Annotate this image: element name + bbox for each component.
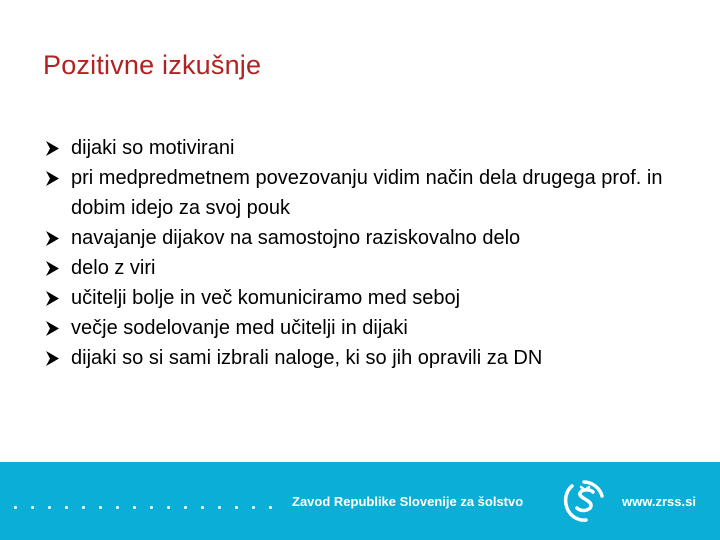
list-item — [45, 223, 685, 253]
arrowhead-bullet-icon — [45, 133, 63, 163]
list-item-text: večje sodelovanje med učitelji in dijaki — [71, 317, 408, 339]
zrss-logo-icon — [562, 478, 606, 524]
list-item — [45, 313, 685, 343]
list-item — [45, 283, 685, 313]
arrowhead-bullet-icon — [45, 253, 63, 283]
list-item-text: učitelji bolje in več komuniciramo med seboj — [71, 287, 461, 309]
list-item-text: navajanje dijakov na samostojno raziskovalno delo — [71, 227, 521, 249]
list-item-text: dijaki so motivirani — [71, 137, 235, 159]
list-item — [45, 163, 685, 223]
arrowhead-bullet-icon — [45, 283, 63, 313]
list-item — [45, 343, 685, 373]
bullet-list — [45, 133, 685, 373]
footer-organization: Zavod Republike Slovenije za šolstvo — [292, 494, 524, 509]
arrowhead-bullet-icon — [45, 223, 63, 253]
list-item — [45, 133, 685, 163]
arrowhead-bullet-icon — [45, 313, 63, 343]
arrowhead-bullet-icon — [45, 343, 63, 373]
footer-dots-divider — [14, 492, 279, 512]
arrowhead-bullet-icon — [45, 163, 63, 193]
list-item — [45, 253, 685, 283]
list-item-text: dijaki so si sami izbrali naloge, ki so jih opravili za DN — [71, 347, 543, 369]
footer-url-link[interactable]: www.zrss.si — [622, 494, 696, 509]
list-item-text: pri medpredmetnem povezovanju vidim način dela drugega prof. in dobim idejo za svoj pouk — [71, 167, 663, 219]
slide-title: Pozitivne izkušnje — [43, 50, 262, 80]
list-item-text: delo z viri — [71, 257, 156, 279]
